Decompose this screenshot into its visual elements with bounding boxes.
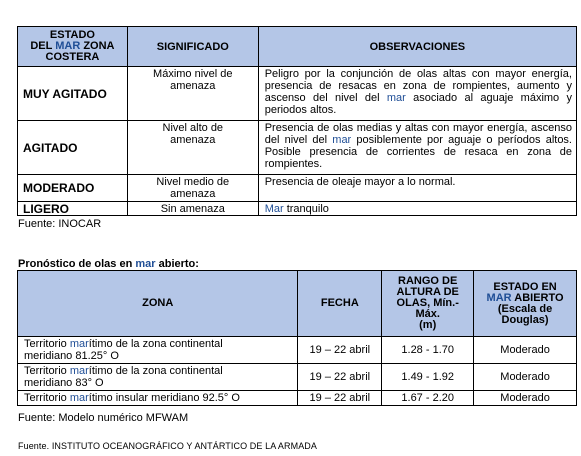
rango-cell: 1.28 - 1.70 bbox=[382, 337, 474, 364]
observaciones-cell: Mar tranquilo bbox=[258, 202, 576, 216]
level-cell: MODERADO bbox=[18, 175, 128, 202]
rango-cell: 1.49 - 1.92 bbox=[382, 364, 474, 391]
sea-state-table bbox=[17, 26, 577, 216]
fecha-cell: 19 – 22 abril bbox=[298, 337, 382, 364]
table-row bbox=[18, 364, 577, 391]
significado-cell: Nivel alto de amenaza bbox=[127, 121, 258, 175]
header-rango: RANGO DE ALTURA DE OLAS, Mín.- Máx. (m) bbox=[382, 271, 474, 337]
level-cell: LIGERO bbox=[18, 202, 128, 216]
significado-cell: Nivel medio de amenaza bbox=[127, 175, 258, 202]
significado-cell: Máximo nivel de amenaza bbox=[127, 67, 258, 121]
rango-cell: 1.67 - 2.20 bbox=[382, 391, 474, 406]
header-estado-mar: ESTADO EN MAR ABIERTO (Escala de Douglas) bbox=[474, 271, 577, 337]
sea-state-header-row bbox=[18, 27, 577, 67]
significado-cell: Sin amenaza bbox=[127, 202, 258, 216]
table-row bbox=[18, 337, 577, 364]
table-row bbox=[18, 121, 577, 175]
header-zona: ZONA bbox=[18, 271, 298, 337]
header-observaciones: OBSERVACIONES bbox=[258, 27, 576, 67]
estado-cell: Moderado bbox=[474, 391, 577, 406]
fecha-cell: 19 – 22 abril bbox=[298, 391, 382, 406]
observaciones-cell: Presencia de olas medias y altas con mayor energía, ascenso del nivel del mar posiblemente por aguaje o períodos altos. Posible presencia de corrientes de resaca en zona de rompientes. bbox=[258, 121, 576, 175]
forecast-title: Pronóstico de olas en mar abierto: bbox=[18, 258, 199, 270]
zona-cell: Territorio marítimo insular meridiano 92.5° O bbox=[18, 391, 298, 406]
header-significado: SIGNIFICADO bbox=[127, 27, 258, 67]
table-row bbox=[18, 175, 577, 202]
table2-source: Fuente: Modelo numérico MFWAM bbox=[18, 412, 189, 424]
observaciones-cell: Peligro por la conjunción de olas altas con mayor energía, presencia de resacas en zona de rompientes, aumento y ascenso del nivel del mar asociado al aguaje máximo y periodos altos. bbox=[258, 67, 576, 121]
observaciones-cell: Presencia de oleaje mayor a lo normal. bbox=[258, 175, 576, 202]
level-cell: AGITADO bbox=[18, 121, 128, 175]
wave-forecast-table bbox=[17, 270, 577, 406]
fecha-cell: 19 – 22 abril bbox=[298, 364, 382, 391]
table-row bbox=[18, 391, 577, 406]
header-estado: ESTADO DEL MAR ZONA COSTERA bbox=[18, 27, 128, 67]
estado-cell: Moderado bbox=[474, 337, 577, 364]
table-row bbox=[18, 202, 577, 216]
table-row bbox=[18, 67, 577, 121]
estado-cell: Moderado bbox=[474, 364, 577, 391]
header-fecha: FECHA bbox=[298, 271, 382, 337]
level-cell: MUY AGITADO bbox=[18, 67, 128, 121]
table1-source: Fuente: INOCAR bbox=[18, 218, 102, 230]
footer-source: Fuente. INSTITUTO OCEANOGRÁFICO Y ANTÁRTICO DE LA ARMADA bbox=[18, 441, 318, 451]
zona-cell: Territorio marítimo de la zona continental meridiano 81.25° O bbox=[18, 337, 298, 364]
forecast-header-row bbox=[18, 271, 577, 337]
zona-cell: Territorio marítimo de la zona continental meridiano 83° O bbox=[18, 364, 298, 391]
